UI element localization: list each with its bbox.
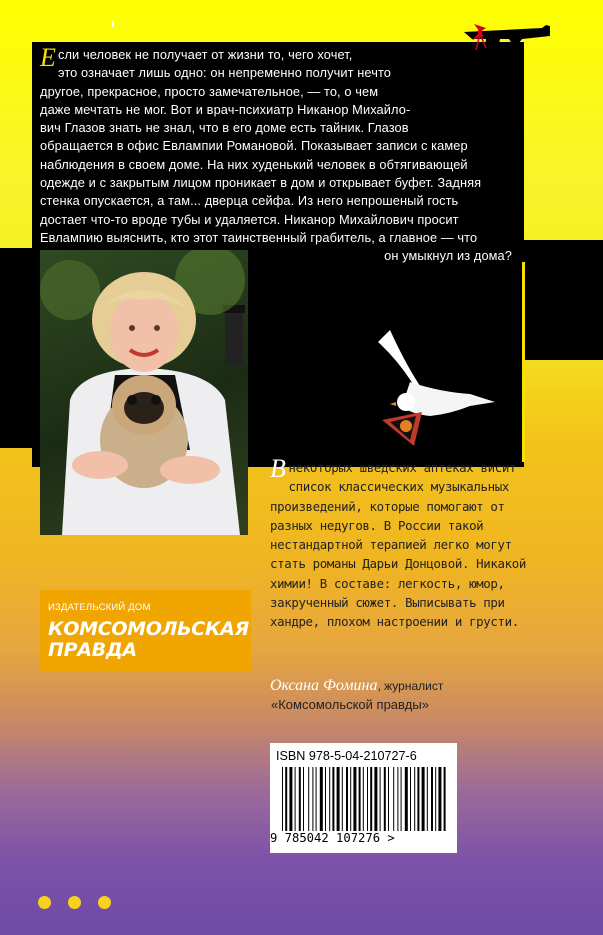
annotation-line: даже мечтать не мог. Вот и врач-психиатр Никанор Михайло- — [40, 101, 411, 117]
barcode-bar — [308, 767, 309, 831]
barcode-bar — [337, 767, 340, 831]
publisher-title-line2: ПРАВДА — [48, 639, 137, 661]
publisher-title-line1: КОМСОМОЛЬСКАЯ — [48, 618, 249, 640]
annotation-line: наблюдения в своем доме. На них худенький человек в обтягивающей — [40, 156, 468, 172]
dot — [98, 896, 111, 909]
quote-source: «Комсомольской правды» — [271, 697, 429, 712]
barcode-bar — [417, 767, 419, 831]
dot — [68, 896, 81, 909]
publisher-house: ИЗДАТЕЛЬСКИЙ ДОМ — [48, 602, 151, 613]
white-dove-icon — [370, 322, 500, 472]
annotation-line: вич Глазов знать не знал, что в его доме есть тайник. Глазов — [40, 120, 409, 136]
quote-dropcap: В — [270, 454, 286, 483]
annotation-line: это означает лишь одно: он непременно получит нечто — [57, 65, 391, 81]
barcode-bar — [370, 767, 372, 831]
barcode-bar — [353, 767, 356, 831]
barcode-bar — [346, 767, 348, 831]
barcode-digits: 9 785042 107276 > — [270, 831, 395, 845]
publisher-logo — [40, 590, 251, 672]
annotation-line: Евлампию выяснить, кто этот таинственный грабитель, а главное — что — [40, 229, 478, 245]
barcode-bar — [299, 767, 301, 831]
quote-attribution — [270, 677, 443, 695]
barcode-bar — [444, 767, 446, 831]
barcode-bar — [342, 767, 343, 831]
barcode-bar — [320, 767, 323, 831]
annotation-line: сли человек не получает от жизни то, чего хочет, — [57, 47, 353, 62]
isbn-block — [270, 743, 457, 853]
barcode-bar — [438, 767, 441, 831]
quote-text: некоторых шведских аптеках висит список классических музыкальных произведений, которые помогают от разных недугов. В России такой нестандартной терапией легко могут стать романы Дарьи Донцовой. Никакой химии! В составе: легкость, юмор, закрученный сюжет. Выписывать при хандре, плохом настроении и грусти. — [270, 460, 526, 630]
barcode-bar — [427, 767, 428, 831]
barcode-bar — [285, 767, 287, 831]
barcode-bar — [410, 767, 411, 831]
barcode-bar — [388, 767, 389, 831]
barcode-bar — [332, 767, 334, 831]
barcode-bar — [380, 767, 381, 831]
annotation-line: одежде и с закрытым лицом проникает в дом и открывает буфет. Задняя — [40, 175, 482, 191]
barcode-bar — [374, 767, 377, 831]
barcode-bar — [350, 767, 351, 831]
annotation-text — [40, 43, 514, 266]
annotation-line: стенка опускается, а там... дверца сейфа. Из него непрошеный гость — [40, 193, 459, 209]
author-photo — [40, 250, 248, 535]
barcode-bar — [303, 767, 304, 831]
barcode-bar — [312, 767, 313, 831]
quote-author: Оксана Фомина — [270, 677, 378, 694]
barcode-bar — [289, 767, 292, 831]
barcode — [280, 767, 450, 831]
barcode-bar — [431, 767, 433, 831]
black-stripe-right — [512, 240, 603, 360]
barcode-bar — [393, 767, 394, 831]
yellow-divider-line — [522, 262, 525, 462]
barcode-bar — [329, 767, 330, 831]
barcode-bar — [325, 767, 326, 831]
barcode-bar — [384, 767, 386, 831]
barcode-bar — [363, 767, 364, 831]
barcode-bar — [422, 767, 425, 831]
decorative-tick — [112, 21, 114, 27]
annotation-line: другое, прекрасное, просто замечательное, — то, о чем — [40, 83, 379, 99]
dot — [38, 896, 51, 909]
annotation-line: обращается в офис Евлампии Романовой. Показывает записи с камер — [40, 138, 468, 154]
barcode-bar — [282, 767, 283, 831]
quote-author-role: , журналист — [377, 679, 444, 693]
barcode-bar — [405, 767, 408, 831]
annotation-dropcap: Е — [40, 43, 56, 72]
review-quote — [270, 454, 528, 632]
barcode-bar — [359, 767, 361, 831]
barcode-bar — [295, 767, 296, 831]
barcode-bar — [435, 767, 436, 831]
isbn-label: ISBN 978-5-04-210727-6 — [276, 749, 417, 763]
barcode-bar — [316, 767, 317, 831]
barcode-bar — [367, 767, 368, 831]
barcode-bar — [401, 767, 402, 831]
barcode-bar — [414, 767, 415, 831]
annotation-last-line: он умыкнул из дома? — [384, 248, 512, 264]
barcode-bar — [397, 767, 398, 831]
black-stripe-left — [0, 248, 40, 448]
annotation-line: достает что-то вроде тубы и удаляется. Никанор Михайлович просит — [40, 211, 459, 227]
